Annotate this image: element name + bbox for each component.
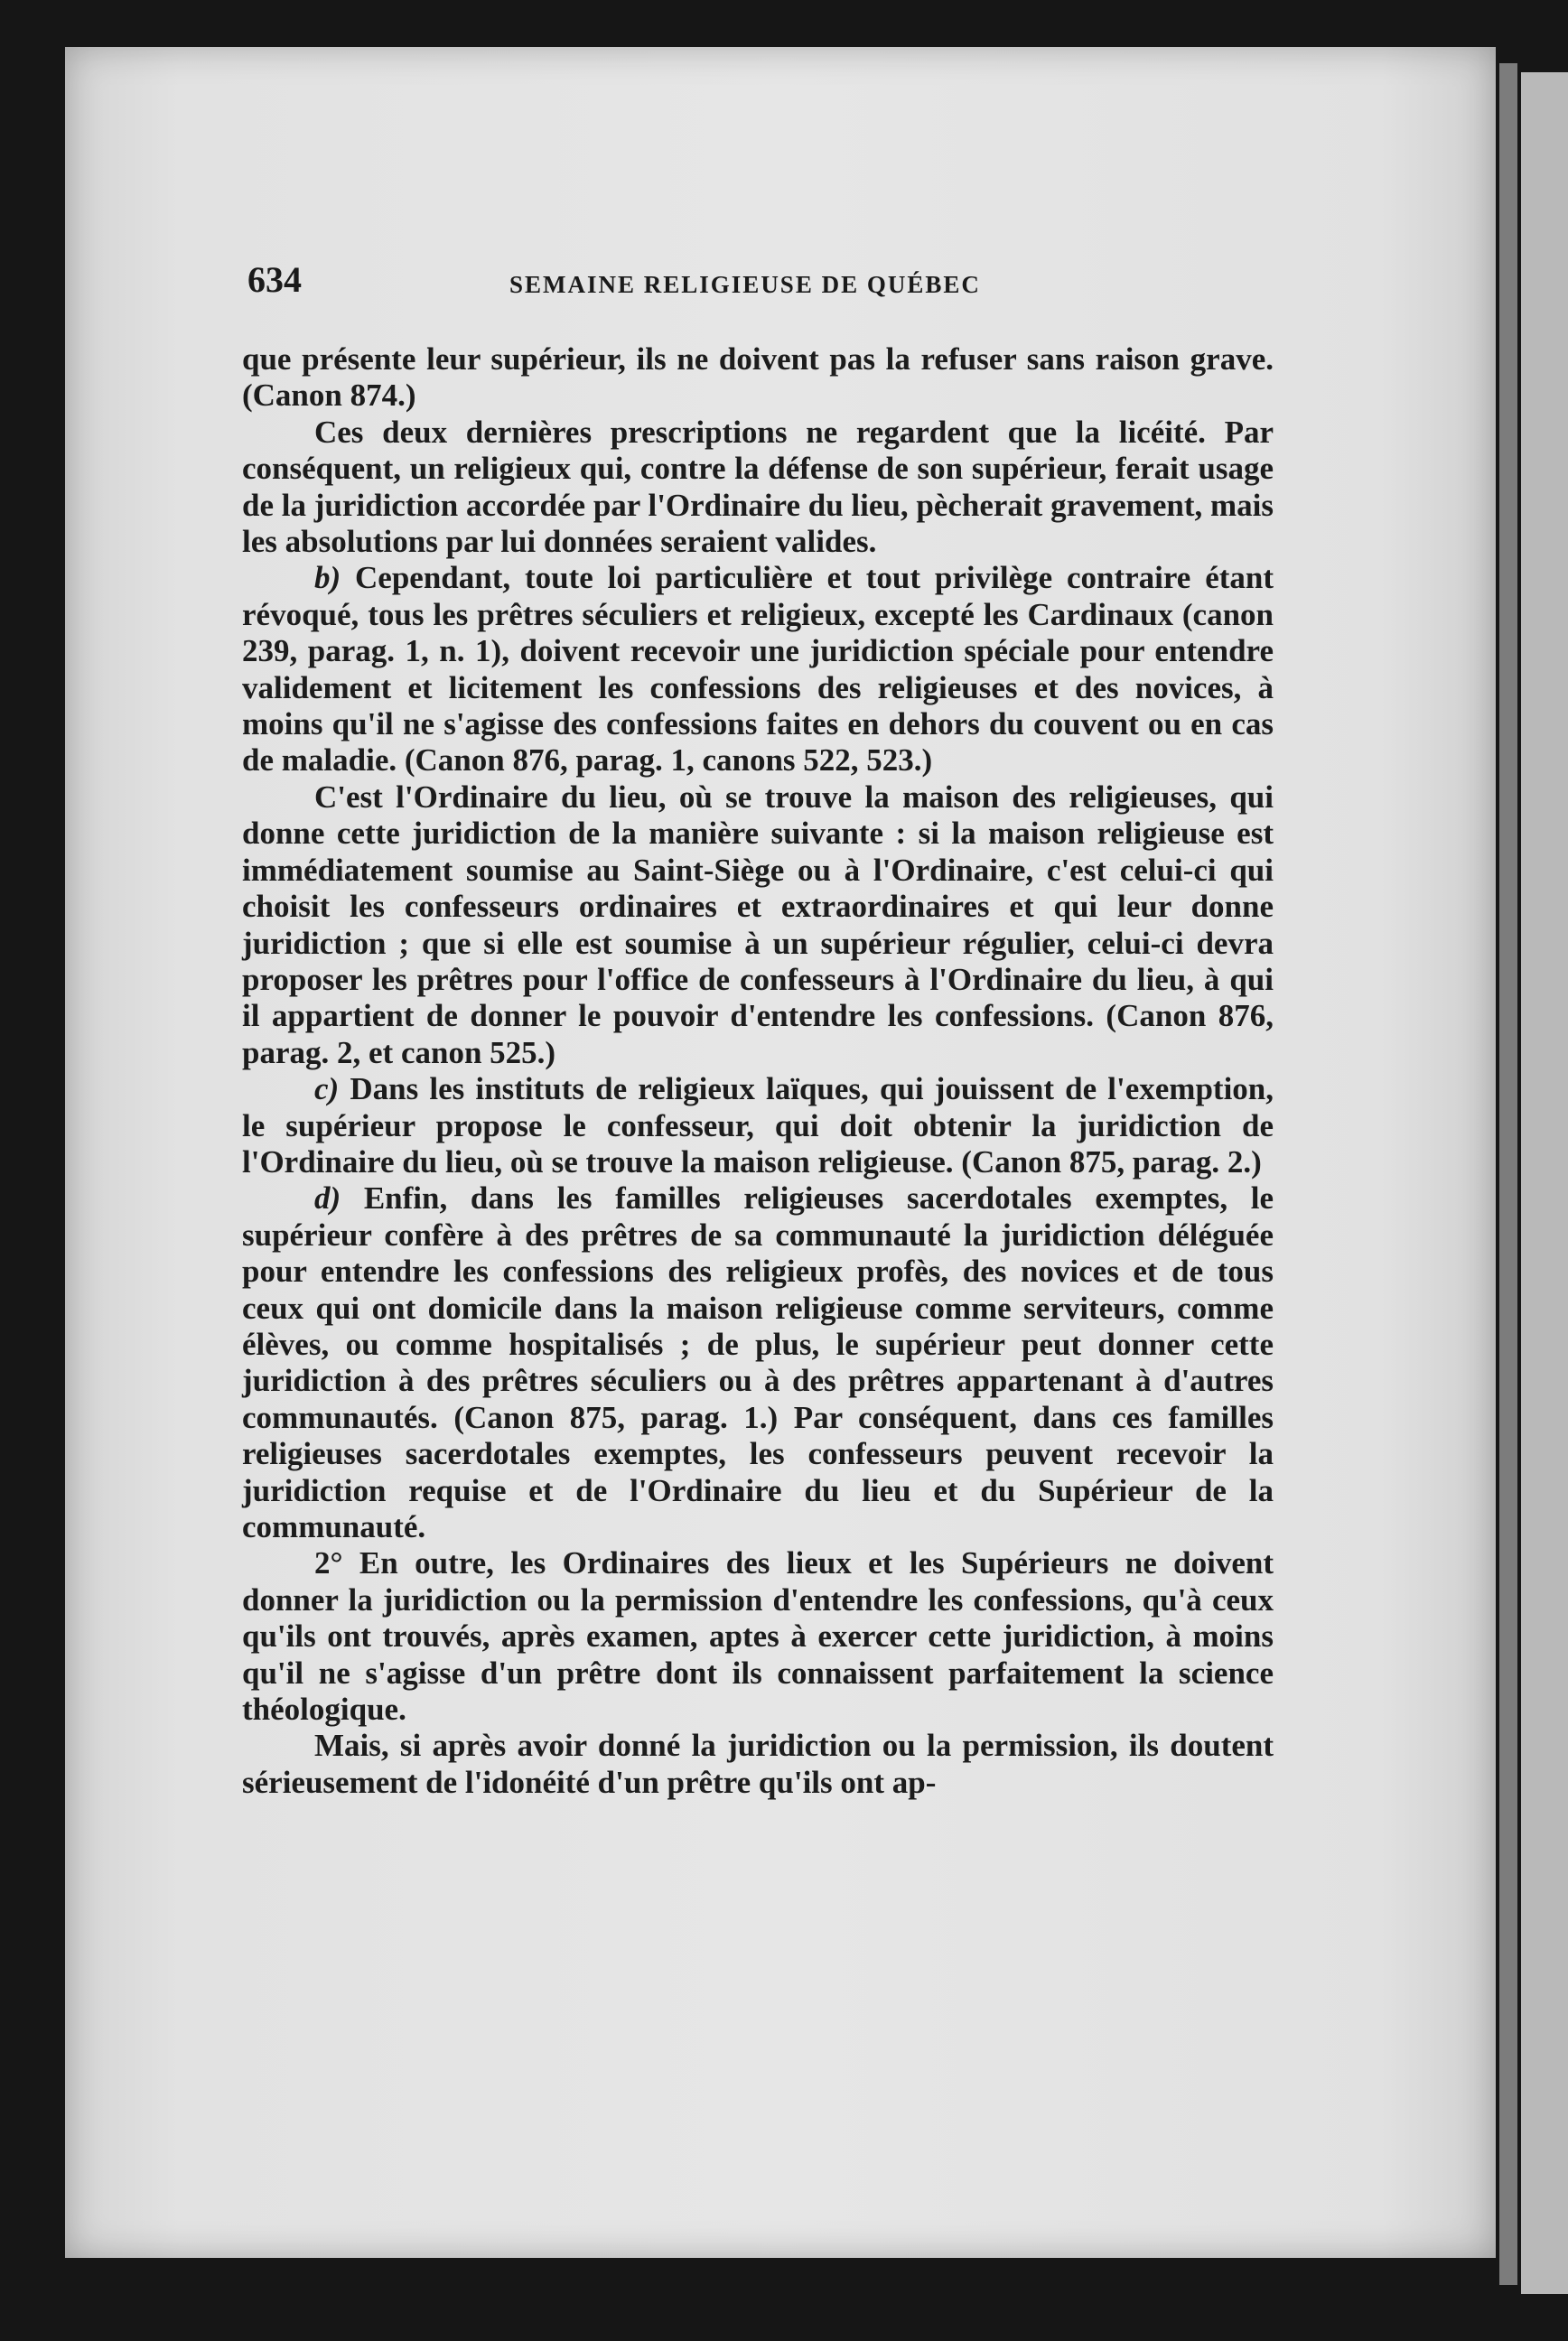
paragraph-text: Enfin, dans les familles religieuses sacerdotales exemptes, le supérieur confère à des prêtres de sa communauté la juridiction déléguée pour entendre les confessions des religieux profès, des novices et de tous ceux qui ont domicile dans la maison religieuse comme serviteurs, comme élèves, ou comme hospitalisés ; de plus, le supérieur peut donner cette juridiction à des prêtres séculiers ou à des prêtres appartenant à d'autres communautés. (Canon 875, parag. 1.) Par conséquent, dans ces familles religieuses sacerdotales exemptes, les confesseurs peuvent recevoir la juridiction requise et de l'Ordinaire du lieu et du Supérieur de la communauté. xyxy=(242,1180,1274,1544)
paragraph-text: Cependant, toute loi particulière et tout privilège contraire étant révoqué, tous les prêtres séculiers et religieux, excepté les Cardinaux (canon 239, parag. 1, n. 1), doivent recevoir une juridiction spéciale pour entendre validement et licitement les confessions des religieuses et des novices, à moins qu'il ne s'agisse des confessions faites en dehors du couvent ou en cas de maladie. (Canon 876, parag. 1, canons 522, 523.) xyxy=(242,560,1274,779)
paragraph xyxy=(242,1545,1274,1728)
paragraph-tag: d) xyxy=(314,1180,341,1217)
page-number: 634 xyxy=(247,259,302,300)
paragraph-text: Mais, si après avoir donné la juridiction ou la permission, ils doutent sérieusement de l'idonéité d'un prêtre qu'ils ont ap- xyxy=(242,1728,1274,1800)
running-head: SEMAINE RELIGIEUSE DE QUÉBEC xyxy=(509,271,981,298)
paragraph-text: que présente leur supérieur, ils ne doivent pas la refuser sans raison grave. (Canon 874.) xyxy=(242,341,1274,414)
paragraph-tag: c) xyxy=(314,1071,340,1107)
adjacent-page-edge xyxy=(1521,72,1568,2294)
paragraph-text: Ces deux dernières prescriptions ne regardent que la licéité. Par conséquent, un religieux qui, contre la défense de son supérieur, ferait usage de la juridiction accordée par l'Ordinaire du lieu, pècherait gravement, mais les absolutions par lui données seraient valides. xyxy=(242,414,1274,560)
paragraph-text: Dans les instituts de religieux laïques, qui jouissent de l'exemption, le supérieur propose le confesseur, qui doit obtenir la juridiction de l'Ordinaire du lieu, où se trouve la maison religieuse. (Canon 875, parag. 2.) xyxy=(242,1071,1274,1180)
paragraph xyxy=(242,415,1274,561)
paragraph xyxy=(242,1728,1274,1801)
body-text xyxy=(242,341,1274,1801)
paragraph xyxy=(242,1071,1274,1180)
paragraph xyxy=(242,560,1274,779)
paragraph xyxy=(242,779,1274,1071)
paragraph xyxy=(242,1180,1274,1545)
paragraph-text: 2° En outre, les Ordinaires des lieux et les Supérieurs ne doivent donner la juridiction ou la permission d'entendre les confessions, qu'à ceux qu'ils ont trouvés, après examen, aptes à exercer cette juridiction, à moins qu'il ne s'agisse d'un prêtre dont ils connaissent parfaitement la science théologique. xyxy=(242,1545,1274,1728)
page-header xyxy=(247,253,1268,307)
page-gutter-shadow xyxy=(1499,63,1517,2285)
paragraph-text: C'est l'Ordinaire du lieu, où se trouve la maison des religieuses, qui donne cette juridiction de la manière suivante : si la maison religieuse est immédiatement soumise au Saint-Siège ou à l'Ordinaire, c'est celui-ci qui choisit les confesseurs ordinaires et extraordinaires et qui leur donne juridiction ; que si elle est soumise à un supérieur régulier, celui-ci devra proposer les prêtres pour l'office de confesseurs à l'Ordinaire du lieu, à qui il appartient de donner le pouvoir d'entendre les confessions. (Canon 876, parag. 2, et canon 525.) xyxy=(242,779,1274,1070)
paragraph xyxy=(242,341,1274,415)
paragraph-tag: b) xyxy=(314,560,341,596)
